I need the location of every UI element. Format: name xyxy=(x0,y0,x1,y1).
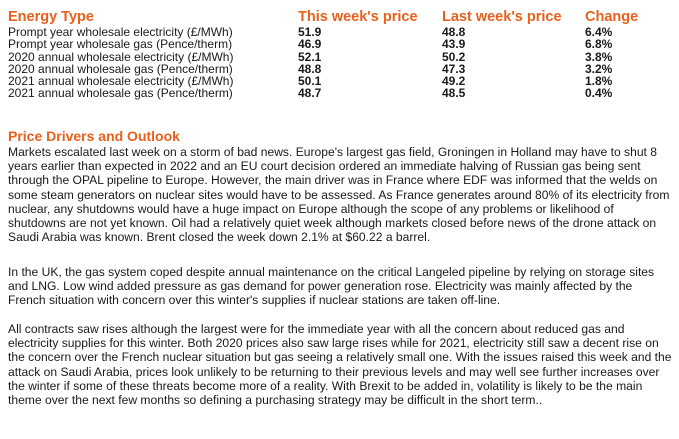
last-week-price-cell: 49.2 xyxy=(442,74,466,89)
energy-type-cell: Prompt year wholesale gas (Pence/therm) xyxy=(8,37,233,52)
contracts-outlook-paragraph: All contracts saw rises although the largest were for the immediate year with all the concern about reduced gas and electricity supplies for this winter. Both 2020 prices also saw large rises while for 2021, electricity still saw a decent rise on the concern over the French nuclear situation but gas seeing a relatively small one. With the issues raised this week and the attack on Saudi Arabia, prices look unlikely to be returning to their previous levels and may well see further increases over the winter if some of these threats become more of a reality. With Brexit to be added in, volatility is likely to be the main theme over the next few months so defining a purchasing strategy may be difficult in the short term.. xyxy=(8,322,672,408)
this-week-price-cell: 48.8 xyxy=(298,61,322,76)
change-cell: 0.4% xyxy=(585,86,613,101)
energy-type-cell: Prompt year wholesale electricity (£/MWh) xyxy=(8,25,233,39)
change-cell: 6.8% xyxy=(585,37,613,52)
change-cell: 1.8% xyxy=(585,74,613,89)
last-week-price-cell: 48.5 xyxy=(442,86,466,101)
this-week-price-cell: 48.7 xyxy=(298,86,322,101)
energy-type-cell: 2021 annual wholesale gas (Pence/therm) xyxy=(8,86,233,101)
energy-type-cell: 2020 annual wholesale gas (Pence/therm) xyxy=(8,61,233,76)
energy-type-cell: 2021 annual wholesale electricity (£/MWh) xyxy=(8,74,234,89)
last-week-price-cell: 43.9 xyxy=(442,37,466,52)
this-week-price-cell: 46.9 xyxy=(298,37,322,52)
section-heading: Price Drivers and Outlook xyxy=(8,128,180,144)
last-week-price-cell: 48.8 xyxy=(442,25,466,39)
change-cell: 6.4% xyxy=(585,25,613,39)
last-week-price-cell: 47.3 xyxy=(442,61,466,76)
header-change: Change xyxy=(585,9,639,25)
uk-market-paragraph: In the UK, the gas system coped despite annual maintenance on the critical Langeled pipeline by relying on storage sites and LNG. Low wind added pressure as gas demand for power generation rose. Electricity was mainly affected by the French situation with concern over this winter's supplies if nuclear stations are taken off-line. xyxy=(8,265,655,308)
this-week-price-cell: 50.1 xyxy=(298,74,322,89)
table-row xyxy=(8,87,665,99)
this-week-price-cell: 51.9 xyxy=(298,25,322,39)
this-week-price-cell: 52.1 xyxy=(298,49,322,64)
change-cell: 3.8% xyxy=(585,49,613,64)
energy-type-cell: 2020 annual wholesale electricity (£/MWh) xyxy=(8,49,234,64)
table-row xyxy=(8,38,665,50)
last-week-price-cell: 50.2 xyxy=(442,49,466,64)
header-last-week-price: Last week's price xyxy=(442,9,562,25)
energy-price-table xyxy=(8,9,665,100)
table-header-row xyxy=(8,9,665,26)
market-overview-paragraph: Markets escalated last week on a storm of bad news. Europe's largest gas field, Groningen in Holland may have to shut 8 years earlier than expected in 2022 and an EU court decision ordered an immediate halving of Russian gas being sent through the OPAL pipeline to Europe. However, the main driver was in France where EDF was informed that the welds on some steam generators on nuclear sites would have to be assessed. As France generates around 80% of its electricity from nuclear, any shutdowns would have a huge impact on Europe although the scope of any problems or likelihood of shutdowns are not yet known. Oil had a relatively quiet week although markets closed before news of the drone attack on Saudi Arabia was known. Brent closed the week down 2.1% at $60.22 a barrel. xyxy=(8,145,670,245)
header-energy-type: Energy Type xyxy=(8,9,94,25)
header-this-week-price: This week's price xyxy=(298,9,418,25)
change-cell: 3.2% xyxy=(585,61,613,76)
